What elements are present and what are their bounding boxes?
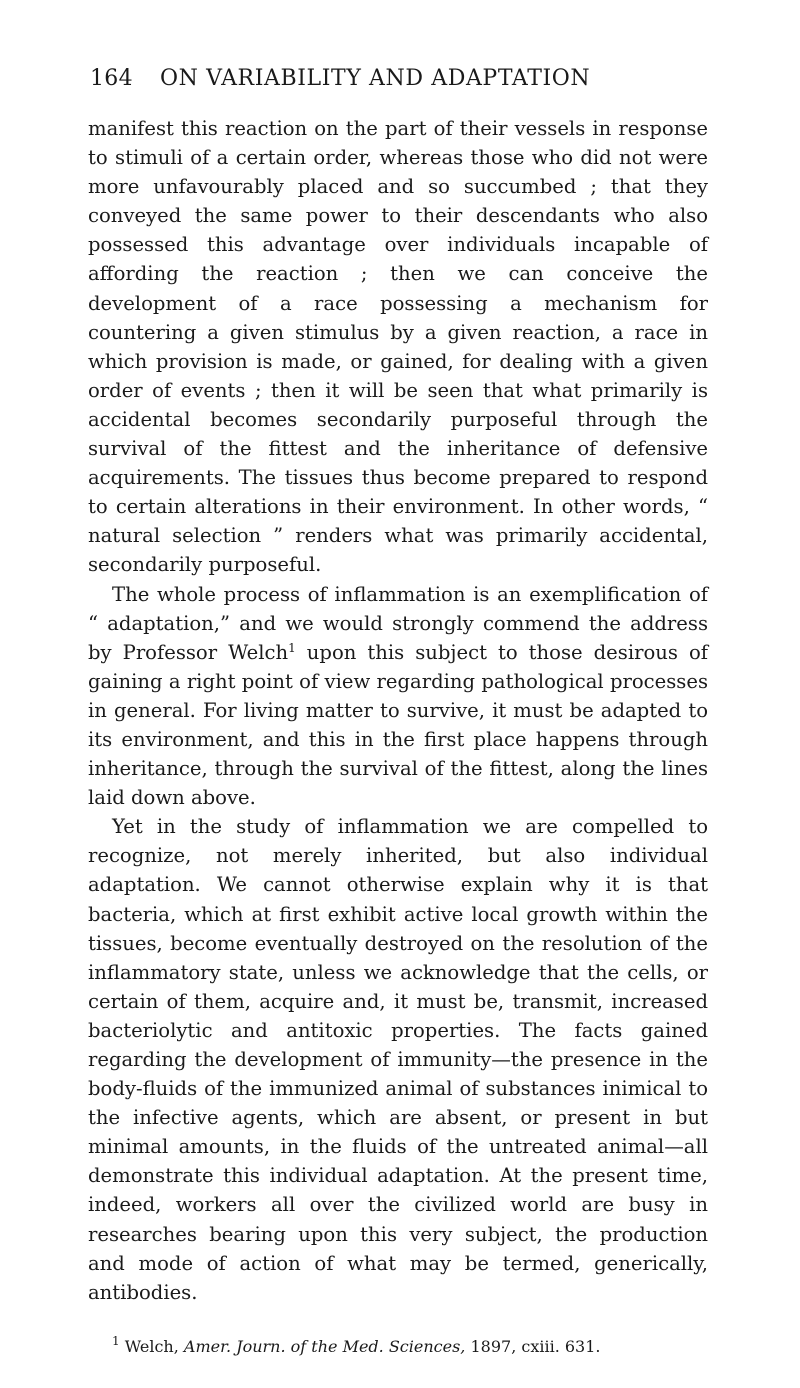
footnote-details: 1897, cxiii. 631.	[470, 1337, 601, 1356]
paragraph-3: Yet in the study of inflammation we are compelled to recognize, not merely inherited, but also individual adaptation. We cannot otherwise explain why it is that bacteria, which at first exhibit active local growth within the tissues, become eventually destroyed on the resolution of the inflammatory state, unless we acknowledge that the cells, or certain of them, acquire and, it must be, transmit, increased bacteriolytic and antitoxic properties. The facts gained regarding the development of immunity—the presence in the body-fluids of the immunized animal of substances inimical to the infective agents, which are absent, or present in but minimal amounts, in the fluids of the untreated animal—all demonstrate this individual adaptation. At the present time, indeed, workers all over the civilized world are busy in researches bearing upon this very subject, the production and mode of action of what may be termed, generically, antibodies.	[88, 815, 708, 1304]
paragraph-1: manifest this reaction on the part of their vessels in response to stimuli of a certain order, whereas those who did not were more unfavourably placed and so succumbed ; that they conveyed the same power to their descendants who also possessed this advantage over individuals incapable of affording the reaction ; then we can conceive the development of a race possessing a mechanism for countering a given stimulus by a given reaction, a race in which provision is made, or gained, for dealing with a given order of events ; then it will be seen that what primarily is accidental becomes secondarily purposeful through the survival of the fittest and the inheritance of defensive acquirements. The tissues thus become prepared to respond to certain alterations in their environment. In other words, “ natural selection ” renders what was primarily accidental, secondarily purposeful.	[88, 117, 708, 577]
paragraph-2-text-after-ref: upon this subject to those desirous of gaining a right point of view regarding pathological processes in general. For living matter to survive, it must be adapted to its environment, and this in the first place happens through inheritance, through the survival of the fittest, along the lines laid down above.	[88, 640, 708, 810]
footnote-author: Welch,	[124, 1337, 179, 1356]
footnote-reference: 1	[288, 640, 296, 655]
paragraph-2-text-before-ref: The whole process of inflammation is an exemplification of “ adaptation,” and we would strongly commend the address by Professor Welch	[88, 582, 708, 664]
footnote	[88, 1336, 708, 1358]
running-head	[90, 66, 710, 91]
page-number: 164	[90, 66, 133, 91]
footnote-mark: 1	[112, 1334, 120, 1348]
body-text	[88, 114, 708, 1307]
footnote-journal: Amer. Journ. of the Med. Sciences,	[183, 1337, 466, 1356]
paragraph-2	[88, 580, 708, 813]
running-title: ON VARIABILITY AND ADAPTATION	[160, 66, 591, 91]
